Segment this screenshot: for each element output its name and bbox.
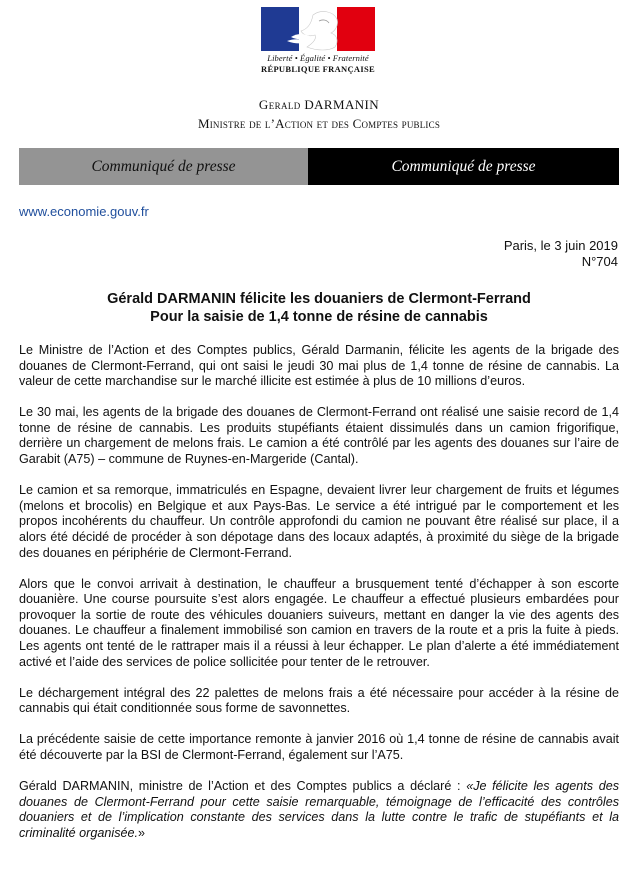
- banner-label-right: Communiqué de presse: [308, 148, 619, 185]
- marianne-flag-icon: [261, 7, 375, 51]
- press-release-body: [19, 343, 619, 857]
- place-date: Paris, le 3 juin 2019: [503, 238, 618, 253]
- body-paragraph: Alors que le convoi arrivait à destination, le chauffeur a brusquement tenté d’échapper à son escorte douanière. Une course poursuite s’est alors engagée. Le chauffeur a effectué plusieurs embardées pour provoquer la sortie de route des véhicules douaniers suiveurs, mettant en danger la vie des agents des douanes. Le chauffeur a finalement immobilisé son camion en travers de la route et a pris la fuite à pieds. Les agents ont tenté de le rattraper mais il a réussi à leur échapper. Le plan d’alerte a été immédiatement activé et l’aide des services de police sollicitée pour tenter de le retrouver.: [19, 576, 619, 669]
- press-release-banner: [19, 148, 619, 185]
- banner-label-left: Communiqué de presse: [19, 148, 308, 185]
- body-paragraph: La précédente saisie de cette importance remonte à janvier 2016 où 1,4 tonne de résine de cannabis avait été découverte par la BSI de Clermont-Ferrand, également sur l’A75.: [19, 732, 619, 762]
- republique-francaise-logo: [258, 7, 378, 74]
- minister-quote-paragraph: [19, 779, 619, 841]
- title-line-2: Pour la saisie de 1,4 tonne de résine de cannabis: [150, 309, 488, 325]
- quote-close: »: [138, 825, 146, 840]
- body-paragraph: Le 30 mai, les agents de la brigade des douanes de Clermont-Ferrand ont réalisé une saisie record de 1,4 tonne de résine de cannabis. Les produits stupéfiants étaient dissimulés dans un camion frigorifique, derrière un chargement de melons frais. Le camion a été contrôlé par les agents des douanes sur l’aire de Garabit (A75) – commune de Ruynes-en-Margeride (Cantal).: [19, 405, 619, 467]
- title-line-1: Gérald DARMANIN félicite les douaniers de Clermont-Ferrand: [107, 291, 531, 307]
- minister-quote: «Je félicite les agents des douanes de Clermont-Ferrand pour cette saisie remarquable, témoignage de l’efficacité des contrôles douaniers et de l’implication constante des services dans la lutte contre le trafic de stupéfiants et la criminalité organisée.: [19, 779, 620, 840]
- press-release-title: [0, 290, 638, 326]
- website-link[interactable]: www.economie.gouv.fr: [19, 204, 149, 219]
- republique-francaise-label: RÉPUBLIQUE FRANÇAISE: [261, 64, 375, 74]
- quote-intro: Gérald DARMANIN, ministre de l’Action et des Comptes publics a déclaré :: [19, 779, 467, 794]
- body-paragraph: Le camion et sa remorque, immatriculés en Espagne, devaient livrer leur chargement de fruits et légumes (melons et brocolis) en Belgique et aux Pays-Bas. Le service a été intrigué par le comportement et les propos incohérents du chauffeur. Un contrôle approfondi du camion ne pouvant être réalisé sur place, il a alors été décidé de procéder à son dépotage dans des locaux adaptés, à proximité du siège de la brigade des douanes en périphérie de Clermont-Ferrand.: [19, 483, 619, 560]
- release-number: N°704: [581, 254, 618, 269]
- body-paragraph: Le déchargement intégral des 22 palettes de melons frais a été nécessaire pour accéder à la résine de cannabis qui était conditionnée sous forme de savonnettes.: [19, 685, 619, 716]
- minister-title: Ministre de l’Action et des Comptes publics: [197, 116, 441, 131]
- body-paragraph: Le Ministre de l’Action et des Comptes publics, Gérald Darmanin, félicite les agents de la brigade des douanes de Clermont-Ferrand, qui ont saisi le jeudi 30 mai plus de 1,4 tonne de résine de cannabis. La valeur de cette marchandise sur le marché illicite est estimée à plus de 10 millions d’euros.: [19, 343, 619, 389]
- dateline: [504, 238, 618, 270]
- minister-heading: [0, 95, 638, 133]
- national-motto: Liberté • Égalité • Fraternité: [267, 53, 369, 63]
- minister-name: Gerald DARMANIN: [258, 97, 380, 112]
